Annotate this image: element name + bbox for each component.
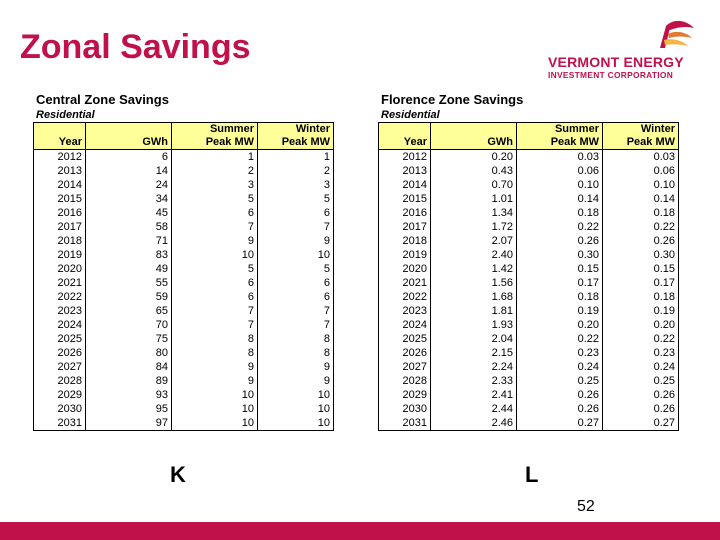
central-zone-rows <box>34 150 334 431</box>
table-row <box>379 206 679 220</box>
table-row <box>379 360 679 374</box>
winter-peak-cell: 10 <box>258 388 334 402</box>
summer-peak-cell: 0.18 <box>517 290 603 304</box>
gwh-cell: 0.43 <box>431 164 517 178</box>
year-cell: 2017 <box>402 221 427 233</box>
summer-peak-cell: 6 <box>172 206 258 220</box>
footer-bar <box>0 522 720 540</box>
gwh-cell: 97 <box>86 416 172 431</box>
gwh-cell: 1.56 <box>431 276 517 290</box>
label-l: L <box>525 462 539 487</box>
winter-peak-cell: 0.18 <box>603 290 679 304</box>
table-row <box>379 234 679 248</box>
summer-peak-cell: 3 <box>172 178 258 192</box>
page-title: Zonal Savings <box>20 28 251 66</box>
winter-peak-cell: 5 <box>258 192 334 206</box>
year-cell: 2021 <box>402 277 427 289</box>
summer-peak-cell: 8 <box>172 346 258 360</box>
header-winter-top: Winter <box>258 123 334 137</box>
florence-zone-subtitle: Residential <box>381 109 440 121</box>
summer-peak-cell: 0.25 <box>517 374 603 388</box>
year-cell: 2012 <box>402 151 427 163</box>
table-row <box>34 360 334 374</box>
header-blank <box>34 123 86 137</box>
year-cell: 2018 <box>402 235 427 247</box>
vermont-energy-logo <box>548 18 698 80</box>
gwh-cell: 2.40 <box>431 248 517 262</box>
florence-zone-panel <box>378 92 678 431</box>
gwh-cell: 0.70 <box>431 178 517 192</box>
gwh-cell: 2.44 <box>431 402 517 416</box>
winter-peak-cell: 0.19 <box>603 304 679 318</box>
table-row <box>34 206 334 220</box>
gwh-cell: 89 <box>86 374 172 388</box>
table-row <box>379 416 679 431</box>
summer-peak-cell: 0.03 <box>517 150 603 165</box>
winter-peak-cell: 7 <box>258 318 334 332</box>
table-row <box>379 374 679 388</box>
header-summer-bottom: Peak MW <box>172 136 258 150</box>
central-zone-title: Central Zone Savings <box>36 92 169 107</box>
gwh-cell: 1.01 <box>431 192 517 206</box>
year-cell: 2020 <box>57 263 82 275</box>
summer-peak-cell: 0.30 <box>517 248 603 262</box>
table-row <box>379 178 679 192</box>
summer-peak-cell: 0.17 <box>517 276 603 290</box>
header-gwh: GWh <box>86 136 172 150</box>
gwh-cell: 95 <box>86 402 172 416</box>
gwh-cell: 70 <box>86 318 172 332</box>
winter-peak-cell: 0.23 <box>603 346 679 360</box>
table-row <box>379 388 679 402</box>
year-cell: 2028 <box>57 375 82 387</box>
year-cell: 2023 <box>57 305 82 317</box>
summer-peak-cell: 0.18 <box>517 206 603 220</box>
summer-peak-cell: 0.26 <box>517 234 603 248</box>
year-cell: 2029 <box>57 389 82 401</box>
year-cell: 2030 <box>57 403 82 415</box>
table-row <box>379 304 679 318</box>
gwh-cell: 2.41 <box>431 388 517 402</box>
winter-peak-cell: 6 <box>258 276 334 290</box>
winter-peak-cell: 0.20 <box>603 318 679 332</box>
summer-peak-cell: 0.10 <box>517 178 603 192</box>
gwh-cell: 1.93 <box>431 318 517 332</box>
winter-peak-cell: 6 <box>258 290 334 304</box>
year-cell: 2025 <box>402 333 427 345</box>
gwh-cell: 59 <box>86 290 172 304</box>
winter-peak-cell: 9 <box>258 374 334 388</box>
year-cell: 2030 <box>402 403 427 415</box>
year-cell: 2017 <box>57 221 82 233</box>
year-cell: 2015 <box>57 193 82 205</box>
gwh-cell: 2.04 <box>431 332 517 346</box>
summer-peak-cell: 0.23 <box>517 346 603 360</box>
winter-peak-cell: 7 <box>258 220 334 234</box>
header-summer-top: Summer <box>517 123 603 137</box>
summer-peak-cell: 0.22 <box>517 332 603 346</box>
winter-peak-cell: 0.22 <box>603 332 679 346</box>
header-winter-top: Winter <box>603 123 679 137</box>
table-row <box>379 164 679 178</box>
table-row <box>379 150 679 165</box>
winter-peak-cell: 10 <box>258 402 334 416</box>
table-row <box>379 262 679 276</box>
table-row <box>34 178 334 192</box>
winter-peak-cell: 8 <box>258 332 334 346</box>
table-row <box>379 276 679 290</box>
winter-peak-cell: 0.18 <box>603 206 679 220</box>
central-zone-subtitle: Residential <box>36 109 95 121</box>
year-cell: 2024 <box>57 319 82 331</box>
table-row <box>34 276 334 290</box>
year-cell: 2019 <box>402 249 427 261</box>
gwh-cell: 49 <box>86 262 172 276</box>
year-cell: 2027 <box>57 361 82 373</box>
gwh-cell: 24 <box>86 178 172 192</box>
year-cell: 2024 <box>402 319 427 331</box>
page-number: 52 <box>577 498 595 515</box>
table-row <box>34 262 334 276</box>
year-cell: 2031 <box>57 417 82 429</box>
year-cell: 2027 <box>402 361 427 373</box>
table-row <box>34 374 334 388</box>
summer-peak-cell: 7 <box>172 318 258 332</box>
summer-peak-cell: 10 <box>172 388 258 402</box>
winter-peak-cell: 3 <box>258 178 334 192</box>
table-row <box>379 290 679 304</box>
winter-peak-cell: 0.17 <box>603 276 679 290</box>
header-gwh: GWh <box>431 136 517 150</box>
winter-peak-cell: 0.10 <box>603 178 679 192</box>
year-cell: 2015 <box>402 193 427 205</box>
gwh-cell: 1.72 <box>431 220 517 234</box>
winter-peak-cell: 0.03 <box>603 150 679 165</box>
summer-peak-cell: 0.26 <box>517 402 603 416</box>
header-year: Year <box>379 136 431 150</box>
winter-peak-cell: 0.06 <box>603 164 679 178</box>
year-cell: 2019 <box>57 249 82 261</box>
table-row <box>379 220 679 234</box>
table-row <box>34 304 334 318</box>
summer-peak-cell: 0.27 <box>517 416 603 431</box>
year-cell: 2013 <box>402 165 427 177</box>
winter-peak-cell: 0.24 <box>603 360 679 374</box>
summer-peak-cell: 5 <box>172 262 258 276</box>
year-cell: 2018 <box>57 235 82 247</box>
winter-peak-cell: 1 <box>258 150 334 165</box>
gwh-cell: 0.20 <box>431 150 517 165</box>
florence-zone-rows <box>379 150 679 431</box>
gwh-cell: 1.42 <box>431 262 517 276</box>
gwh-cell: 55 <box>86 276 172 290</box>
gwh-cell: 34 <box>86 192 172 206</box>
year-cell: 2012 <box>57 151 82 163</box>
winter-peak-cell: 0.14 <box>603 192 679 206</box>
table-row <box>34 164 334 178</box>
year-cell: 2026 <box>402 347 427 359</box>
year-cell: 2021 <box>57 277 82 289</box>
table-row <box>379 248 679 262</box>
summer-peak-cell: 10 <box>172 402 258 416</box>
table-row <box>34 318 334 332</box>
header-winter-bottom: Peak MW <box>258 136 334 150</box>
summer-peak-cell: 10 <box>172 248 258 262</box>
table-row <box>34 346 334 360</box>
year-cell: 2016 <box>402 207 427 219</box>
gwh-cell: 80 <box>86 346 172 360</box>
winter-peak-cell: 2 <box>258 164 334 178</box>
summer-peak-cell: 0.24 <box>517 360 603 374</box>
summer-peak-cell: 7 <box>172 220 258 234</box>
summer-peak-cell: 9 <box>172 360 258 374</box>
year-cell: 2020 <box>402 263 427 275</box>
logo-subtitle: INVESTMENT CORPORATION <box>548 70 674 80</box>
table-row <box>379 192 679 206</box>
year-cell: 2031 <box>402 417 427 429</box>
header-summer-bottom: Peak MW <box>517 136 603 150</box>
header-blank <box>86 123 172 137</box>
summer-peak-cell: 0.14 <box>517 192 603 206</box>
summer-peak-cell: 1 <box>172 150 258 165</box>
summer-peak-cell: 8 <box>172 332 258 346</box>
table-row <box>34 192 334 206</box>
central-zone-table <box>33 122 334 431</box>
winter-peak-cell: 0.15 <box>603 262 679 276</box>
winter-peak-cell: 0.26 <box>603 234 679 248</box>
table-row <box>34 290 334 304</box>
summer-peak-cell: 6 <box>172 290 258 304</box>
gwh-cell: 65 <box>86 304 172 318</box>
gwh-cell: 1.81 <box>431 304 517 318</box>
table-row <box>379 402 679 416</box>
winter-peak-cell: 0.22 <box>603 220 679 234</box>
gwh-cell: 6 <box>86 150 172 165</box>
summer-peak-cell: 0.20 <box>517 318 603 332</box>
logo-name: VERMONT ENERGY <box>548 54 684 70</box>
winter-peak-cell: 5 <box>258 262 334 276</box>
winter-peak-cell: 9 <box>258 234 334 248</box>
gwh-cell: 2.33 <box>431 374 517 388</box>
header-year: Year <box>34 136 86 150</box>
summer-peak-cell: 10 <box>172 416 258 431</box>
bird-logo-icon <box>548 18 698 54</box>
year-cell: 2014 <box>57 179 82 191</box>
year-cell: 2022 <box>57 291 82 303</box>
gwh-cell: 45 <box>86 206 172 220</box>
year-cell: 2016 <box>57 207 82 219</box>
winter-peak-cell: 10 <box>258 248 334 262</box>
gwh-cell: 58 <box>86 220 172 234</box>
table-row <box>34 150 334 165</box>
winter-peak-cell: 0.25 <box>603 374 679 388</box>
table-row <box>34 220 334 234</box>
central-zone-panel <box>33 92 333 431</box>
gwh-cell: 2.24 <box>431 360 517 374</box>
florence-zone-table <box>378 122 679 431</box>
florence-zone-title: Florence Zone Savings <box>381 92 524 107</box>
header-winter-bottom: Peak MW <box>603 136 679 150</box>
gwh-cell: 1.34 <box>431 206 517 220</box>
summer-peak-cell: 0.06 <box>517 164 603 178</box>
summer-peak-cell: 9 <box>172 234 258 248</box>
winter-peak-cell: 0.26 <box>603 388 679 402</box>
gwh-cell: 14 <box>86 164 172 178</box>
summer-peak-cell: 5 <box>172 192 258 206</box>
year-cell: 2026 <box>57 347 82 359</box>
table-row <box>379 318 679 332</box>
winter-peak-cell: 8 <box>258 346 334 360</box>
winter-peak-cell: 10 <box>258 416 334 431</box>
gwh-cell: 2.07 <box>431 234 517 248</box>
table-row <box>34 402 334 416</box>
gwh-cell: 1.68 <box>431 290 517 304</box>
table-row <box>379 346 679 360</box>
year-cell: 2014 <box>402 179 427 191</box>
header-summer-top: Summer <box>172 123 258 137</box>
summer-peak-cell: 0.26 <box>517 388 603 402</box>
table-row <box>34 234 334 248</box>
gwh-cell: 84 <box>86 360 172 374</box>
winter-peak-cell: 9 <box>258 360 334 374</box>
table-row <box>34 388 334 402</box>
gwh-cell: 2.46 <box>431 416 517 431</box>
year-cell: 2023 <box>402 305 427 317</box>
year-cell: 2029 <box>402 389 427 401</box>
label-k: K <box>170 462 186 487</box>
year-cell: 2022 <box>402 291 427 303</box>
header-blank <box>431 123 517 137</box>
gwh-cell: 83 <box>86 248 172 262</box>
summer-peak-cell: 7 <box>172 304 258 318</box>
year-cell: 2013 <box>57 165 82 177</box>
gwh-cell: 75 <box>86 332 172 346</box>
table-row <box>379 332 679 346</box>
year-cell: 2028 <box>402 375 427 387</box>
summer-peak-cell: 0.15 <box>517 262 603 276</box>
gwh-cell: 71 <box>86 234 172 248</box>
year-cell: 2025 <box>57 333 82 345</box>
header-blank <box>379 123 431 137</box>
winter-peak-cell: 7 <box>258 304 334 318</box>
winter-peak-cell: 6 <box>258 206 334 220</box>
gwh-cell: 93 <box>86 388 172 402</box>
winter-peak-cell: 0.30 <box>603 248 679 262</box>
table-row <box>34 416 334 431</box>
summer-peak-cell: 6 <box>172 276 258 290</box>
winter-peak-cell: 0.27 <box>603 416 679 431</box>
winter-peak-cell: 0.26 <box>603 402 679 416</box>
summer-peak-cell: 0.19 <box>517 304 603 318</box>
table-row <box>34 248 334 262</box>
table-row <box>34 332 334 346</box>
summer-peak-cell: 2 <box>172 164 258 178</box>
summer-peak-cell: 0.22 <box>517 220 603 234</box>
gwh-cell: 2.15 <box>431 346 517 360</box>
summer-peak-cell: 9 <box>172 374 258 388</box>
